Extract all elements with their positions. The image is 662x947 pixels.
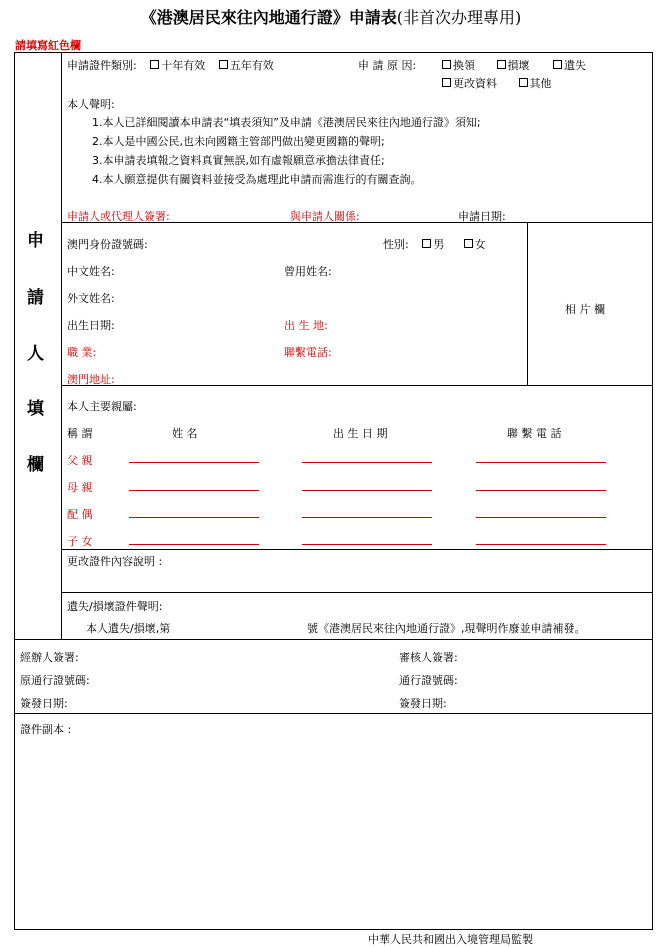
reason-damaged[interactable]: 損壞 xyxy=(497,57,530,73)
divider-4 xyxy=(61,592,652,593)
side-char-4: 填 xyxy=(27,399,44,419)
photo-box-label: 相 片 欄 xyxy=(565,303,605,316)
relative-children: 子 女 xyxy=(67,535,93,548)
divider-6 xyxy=(14,713,652,714)
relative-father: 父 親 xyxy=(67,454,93,467)
reason-lost[interactable]: 遺失 xyxy=(553,57,586,73)
reason-row-1 xyxy=(432,57,586,73)
fill-note: 請填寫紅色欄 xyxy=(15,39,81,52)
father-dob-line[interactable] xyxy=(302,462,432,463)
relation-label[interactable]: 與申請人關係: xyxy=(290,210,360,223)
declaration-2: 2.本人是中國公民,也未向國籍主管部門做出變更國籍的聲明; xyxy=(92,135,385,148)
original-permit-no-label: 原通行證號碼: xyxy=(20,674,90,687)
doc-type-label: 申請證件類別: xyxy=(67,59,137,72)
reason-label: 申 請 原 因: xyxy=(358,59,417,72)
checkbox-icon xyxy=(442,60,451,69)
spouse-dob-line[interactable] xyxy=(302,517,432,518)
form-title xyxy=(0,5,662,28)
birthplace-label[interactable]: 出 生 地: xyxy=(284,319,328,332)
reason-change-info[interactable]: 更改資料 xyxy=(442,75,497,91)
former-name-label[interactable]: 曾用姓名: xyxy=(284,265,332,278)
change-content-label[interactable]: 更改證件內容說明 : xyxy=(67,555,163,568)
father-phone-line[interactable] xyxy=(476,462,606,463)
checkbox-icon xyxy=(464,239,473,248)
gender-female[interactable]: 女 xyxy=(464,236,486,252)
mother-name-line[interactable] xyxy=(129,490,259,491)
occupation-label[interactable]: 職 業: xyxy=(67,346,97,359)
form-title-main: 《港澳居民來往內地通行證》申請表 xyxy=(140,8,397,27)
dob-label[interactable]: 出生日期: xyxy=(67,319,115,332)
doc-type-10yr[interactable]: 十年有效 xyxy=(150,57,205,73)
mother-phone-line[interactable] xyxy=(476,490,606,491)
relatives-header-phone: 聯 繫 電 話 xyxy=(507,427,562,440)
photo-divider xyxy=(527,222,528,385)
reviewer-sign-label: 審核人簽署: xyxy=(399,651,458,664)
side-char-2: 請 xyxy=(27,288,44,308)
phone-label[interactable]: 聯繫電話: xyxy=(284,346,332,359)
signature-label[interactable]: 申請人或代理人簽署: xyxy=(67,210,170,223)
side-char-1: 申 xyxy=(27,231,44,251)
issue-date-right-label: 簽發日期: xyxy=(399,697,447,710)
chinese-name-label[interactable]: 中文姓名: xyxy=(67,265,115,278)
checkbox-icon xyxy=(422,239,431,248)
checkbox-icon xyxy=(150,60,159,69)
gender-label: 性別: xyxy=(383,238,409,251)
gender-male[interactable]: 男 xyxy=(422,236,444,252)
checkbox-icon xyxy=(219,60,228,69)
gender-row xyxy=(383,236,486,252)
loss-declaration-text-a: 本人遺失/損壞,第 xyxy=(86,622,171,635)
relative-mother: 母 親 xyxy=(67,481,93,494)
side-divider xyxy=(61,52,62,639)
relatives-header-title: 稱 謂 xyxy=(67,427,93,440)
address-label[interactable]: 澳門地址: xyxy=(67,373,115,386)
declaration-3: 3.本申請表填報之資料真實無誤,如有虛報願意承擔法律責任; xyxy=(92,154,385,167)
permit-no-label: 通行證號碼: xyxy=(399,674,458,687)
checkbox-icon xyxy=(442,78,451,87)
doc-type-row xyxy=(67,57,274,73)
macau-id-label[interactable]: 澳門身份證號碼: xyxy=(67,238,148,251)
declaration-4: 4.本人願意提供有關資料並接受為處理此申請而需進行的有關查詢。 xyxy=(92,173,422,186)
children-phone-line[interactable] xyxy=(476,544,606,545)
relatives-header-name: 姓 名 xyxy=(172,427,198,440)
relative-spouse: 配 偶 xyxy=(67,508,93,521)
relatives-header-dob: 出 生 日 期 xyxy=(333,427,388,440)
reason-row-2 xyxy=(432,75,552,91)
children-dob-line[interactable] xyxy=(302,544,432,545)
form-title-sub: (非首次办理專用) xyxy=(396,8,522,27)
declaration-1: 1.本人已詳細閱讀本申請表“填表須知”及申請《港澳居民來往內地通行證》須知; xyxy=(92,116,481,129)
footer-issuer: 中華人民共和國出入境管理局監製 xyxy=(368,933,533,946)
divider-2 xyxy=(61,385,652,386)
spouse-phone-line[interactable] xyxy=(476,517,606,518)
divider-5 xyxy=(14,639,652,640)
mother-dob-line[interactable] xyxy=(302,490,432,491)
issue-date-left-label: 簽發日期: xyxy=(20,697,68,710)
side-char-3: 人 xyxy=(27,344,44,364)
handler-sign-label: 經辦人簽署: xyxy=(20,651,79,664)
checkbox-icon xyxy=(519,78,528,87)
children-name-line[interactable] xyxy=(129,544,259,545)
side-char-5: 欄 xyxy=(27,455,44,475)
reason-renew[interactable]: 換領 xyxy=(442,57,475,73)
divider-3 xyxy=(61,549,652,550)
checkbox-icon xyxy=(497,60,506,69)
doc-type-5yr[interactable]: 五年有效 xyxy=(219,57,274,73)
father-name-line[interactable] xyxy=(129,462,259,463)
reason-other[interactable]: 其他 xyxy=(519,75,552,91)
document-copy-label: 證件副本 : xyxy=(20,723,72,736)
spouse-name-line[interactable] xyxy=(129,517,259,518)
loss-declaration-title: 遺失/損壞證件聲明: xyxy=(67,600,163,613)
checkbox-icon xyxy=(553,60,562,69)
application-date-label[interactable]: 申請日期: xyxy=(458,210,506,223)
relatives-title: 本人主要親屬: xyxy=(67,400,137,413)
loss-declaration-text-b: 號《港澳居民來往內地通行證》,現聲明作廢並申請補發。 xyxy=(307,622,586,635)
declaration-title: 本人聲明: xyxy=(67,98,115,111)
foreign-name-label[interactable]: 外文姓名: xyxy=(67,292,115,305)
